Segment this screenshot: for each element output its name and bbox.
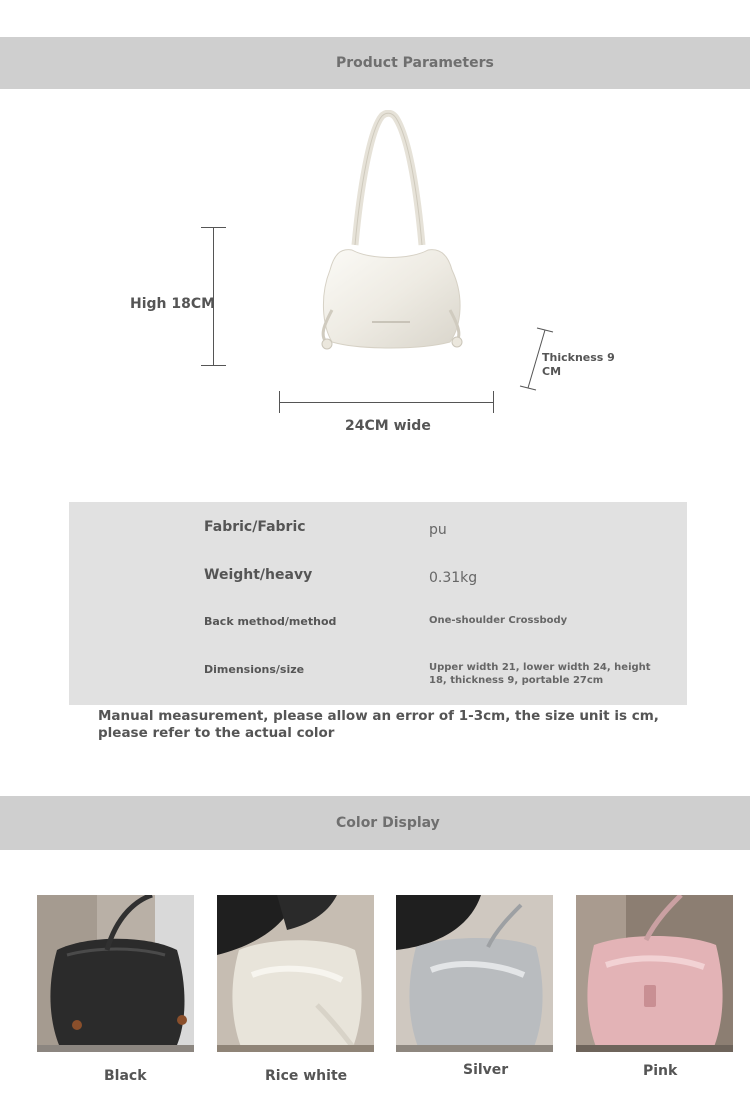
spec-value: One-shoulder Crossbody	[429, 615, 568, 626]
silver-bag-image	[396, 895, 553, 1052]
width-dimension-cap-right	[493, 391, 494, 413]
height-dimension-cap-bottom	[201, 365, 226, 366]
pink-bag-image	[576, 895, 733, 1052]
color-display-title: Color Display	[336, 815, 440, 831]
color-display-banner	[0, 796, 750, 850]
spec-value: Upper width 21, lower width 24, height 18, thickness 9, portable 27cm	[429, 662, 651, 686]
black-bag-image	[37, 895, 194, 1052]
height-label: High 18CM	[130, 296, 216, 312]
spec-key: Fabric/Fabric	[204, 519, 306, 535]
color-name-black: Black	[104, 1068, 147, 1084]
width-dimension-line	[279, 402, 494, 403]
spec-table	[69, 502, 687, 705]
spec-value: pu	[429, 522, 447, 538]
color-name-silver: Silver	[463, 1062, 509, 1078]
width-label: 24CM wide	[345, 418, 431, 434]
spec-key: Dimensions/size	[204, 663, 305, 676]
color-swatch-pink[interactable]	[576, 895, 733, 1052]
thickness-label: Thickness 9 CM	[542, 351, 615, 378]
color-swatch-black[interactable]	[37, 895, 194, 1052]
color-name-pink: Pink	[643, 1063, 678, 1079]
color-swatch-rice-white[interactable]	[217, 895, 374, 1052]
height-dimension-cap-top	[201, 227, 226, 228]
rice-white-bag-image	[217, 895, 374, 1052]
width-dimension-cap-left	[279, 391, 280, 413]
measurement-note: Manual measurement, please allow an error of 1-3cm, the size unit is cm, please refer to the actual color	[98, 708, 659, 741]
spec-key: Back method/method	[204, 615, 337, 628]
product-parameters-title: Product Parameters	[336, 55, 494, 71]
color-name-rice-white: Rice white	[265, 1068, 348, 1084]
product-parameters-banner	[0, 37, 750, 89]
bag-product-image	[300, 110, 480, 360]
color-swatch-silver[interactable]	[396, 895, 553, 1052]
spec-key: Weight/heavy	[204, 567, 313, 583]
spec-value: 0.31kg	[429, 570, 478, 586]
